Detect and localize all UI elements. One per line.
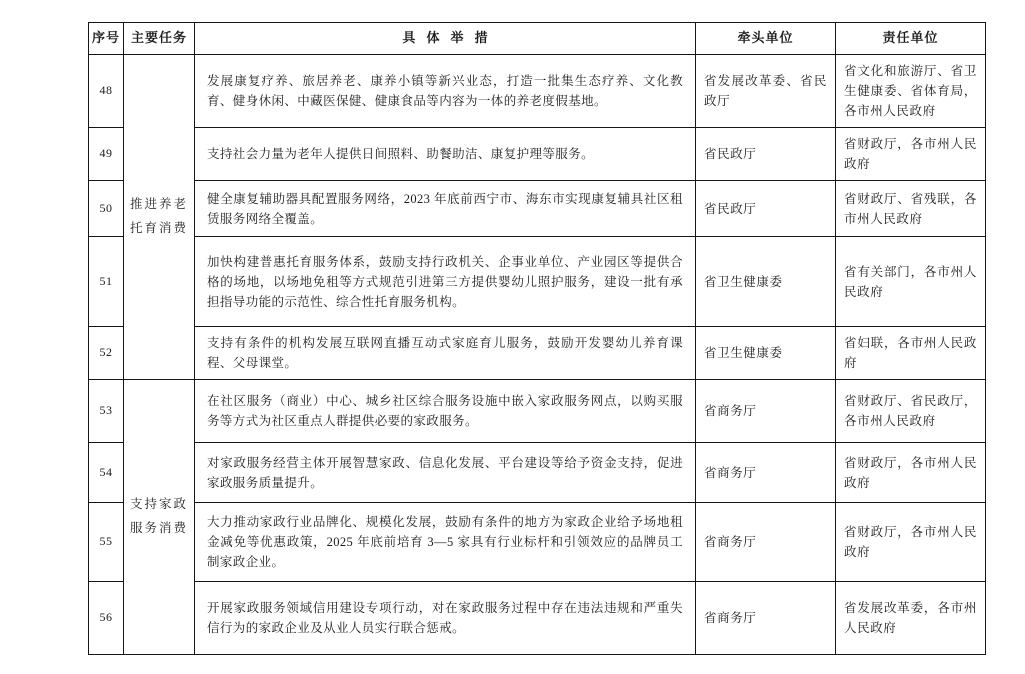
- measure-cell: 对家政服务经营主体开展智慧家政、信息化发展、平台建设等给予资金支持，促进家政服务质量提升。: [195, 443, 696, 503]
- row-number-cell: 51: [89, 237, 124, 327]
- table-row: [89, 181, 986, 237]
- table-row: [89, 582, 986, 655]
- responsible-unit-cell: 省财政厅，各市州人民政府: [836, 503, 986, 582]
- lead-unit-cell: 省卫生健康委: [696, 237, 836, 327]
- header-resp: 责任单位: [836, 23, 986, 55]
- responsible-unit-cell: 省财政厅，各市州人民政府: [836, 128, 986, 181]
- responsible-unit-cell: 省有关部门，各市州人民政府: [836, 237, 986, 327]
- row-number-cell: 55: [89, 503, 124, 582]
- row-number-cell: 49: [89, 128, 124, 181]
- row-number-cell: 52: [89, 327, 124, 380]
- responsible-unit-cell: 省发展改革委，各市州人民政府: [836, 582, 986, 655]
- measure-cell: 加快构建普惠托育服务体系，鼓励支持行政机关、企事业单位、产业园区等提供合格的场地，以场地免租等方式规范引进第三方提供婴幼儿照护服务，建设一批有承担指导功能的示范性、综合性托育服务机构。: [195, 237, 696, 327]
- table-row: [89, 128, 986, 181]
- lead-unit-cell: 省卫生健康委: [696, 327, 836, 380]
- task-group-cell: 支持家政服务消费: [124, 380, 195, 655]
- header-row: [89, 23, 986, 55]
- measure-cell: 支持有条件的机构发展互联网直播互动式家庭育儿服务，鼓励开发婴幼儿养育课程、父母课堂。: [195, 327, 696, 380]
- lead-unit-cell: 省民政厅: [696, 181, 836, 237]
- responsible-unit-cell: 省财政厅、省民政厅，各市州人民政府: [836, 380, 986, 443]
- table-row: [89, 503, 986, 582]
- measure-cell: 在社区服务（商业）中心、城乡社区综合服务设施中嵌入家政服务网点，以购买服务等方式为社区重点人群提供必要的家政服务。: [195, 380, 696, 443]
- measure-cell: 支持社会力量为老年人提供日间照料、助餐助洁、康复护理等服务。: [195, 128, 696, 181]
- table-row: [89, 55, 986, 128]
- row-number-cell: 53: [89, 380, 124, 443]
- row-number-cell: 48: [89, 55, 124, 128]
- measure-cell: 健全康复辅助器具配置服务网络，2023 年底前西宁市、海东市实现康复辅具社区租赁服务网络全覆盖。: [195, 181, 696, 237]
- responsible-unit-cell: 省财政厅，各市州人民政府: [836, 443, 986, 503]
- table-row: [89, 237, 986, 327]
- lead-unit-cell: 省商务厅: [696, 582, 836, 655]
- measure-cell: 大力推动家政行业品牌化、规模化发展，鼓励有条件的地方为家政企业给予场地租金减免等优惠政策，2025 年底前培育 3—5 家具有行业标杆和引领效应的品牌员工制家政企业。: [195, 503, 696, 582]
- task-group-cell: 推进养老托育消费: [124, 55, 195, 380]
- lead-unit-cell: 省商务厅: [696, 503, 836, 582]
- lead-unit-cell: 省民政厅: [696, 128, 836, 181]
- measure-cell: 发展康复疗养、旅居养老、康养小镇等新兴业态，打造一批集生态疗养、文化教育、健身休闲、中藏医保健、健康食品等内容为一体的养老度假基地。: [195, 55, 696, 128]
- responsible-unit-cell: 省财政厅、省残联，各市州人民政府: [836, 181, 986, 237]
- lead-unit-cell: 省商务厅: [696, 443, 836, 503]
- lead-unit-cell: 省发展改革委、省民政厅: [696, 55, 836, 128]
- measure-cell: 开展家政服务领域信用建设专项行动，对在家政服务过程中存在违法违规和严重失信行为的家政企业及从业人员实行联合惩戒。: [195, 582, 696, 655]
- responsible-unit-cell: 省妇联，各市州人民政府: [836, 327, 986, 380]
- table-row: [89, 380, 986, 443]
- responsible-unit-cell: 省文化和旅游厅、省卫生健康委、省体育局，各市州人民政府: [836, 55, 986, 128]
- lead-unit-cell: 省商务厅: [696, 380, 836, 443]
- row-number-cell: 50: [89, 181, 124, 237]
- header-measure: 具体举措: [195, 23, 696, 55]
- header-task: 主要任务: [124, 23, 195, 55]
- table-row: [89, 443, 986, 503]
- row-number-cell: 54: [89, 443, 124, 503]
- table-row: [89, 327, 986, 380]
- row-number-cell: 56: [89, 582, 124, 655]
- header-lead: 牵头单位: [696, 23, 836, 55]
- header-no: 序号: [89, 23, 124, 55]
- measures-table: [88, 22, 986, 655]
